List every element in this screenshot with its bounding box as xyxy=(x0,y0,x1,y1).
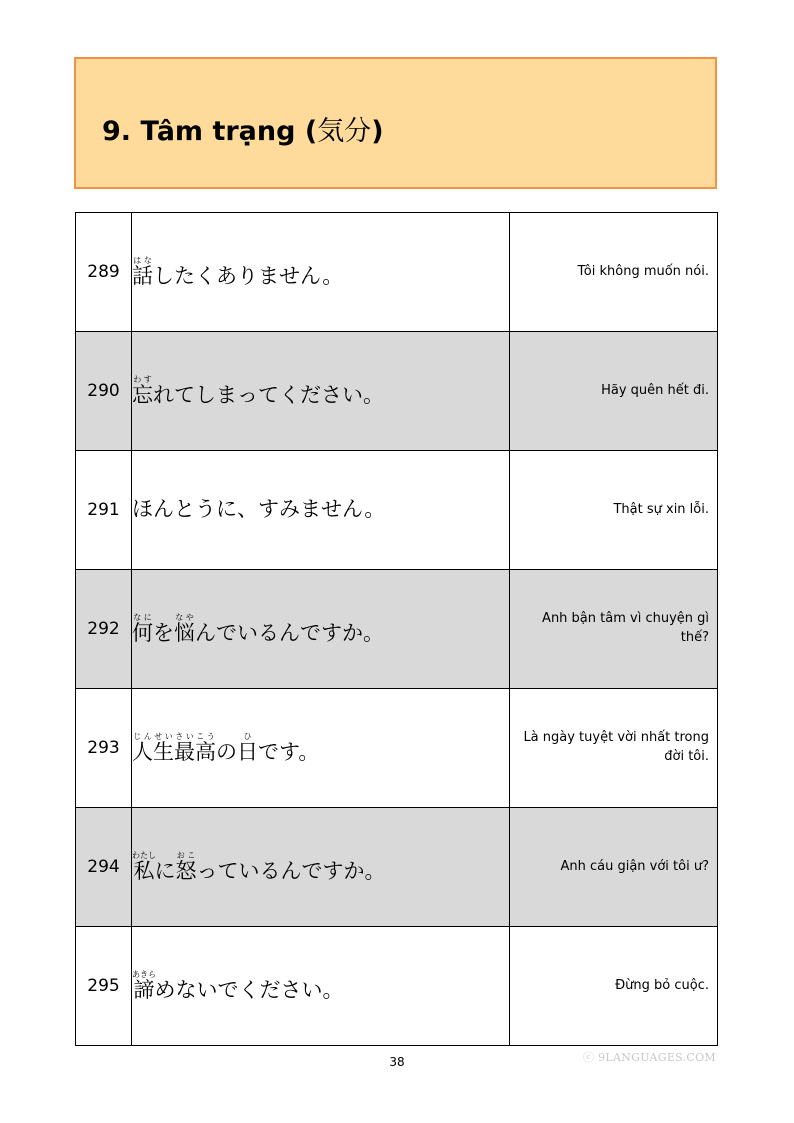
kanji: 怒 xyxy=(175,858,197,883)
kanji: 何 xyxy=(132,620,153,645)
vietnamese-translation: Hãy quên hết đi. xyxy=(510,332,718,451)
japanese-phrase xyxy=(132,570,510,689)
kanji-with-furigana xyxy=(132,731,174,764)
phrase-number: 293 xyxy=(76,689,132,808)
kanji-with-furigana xyxy=(174,731,216,764)
kana-text: を xyxy=(153,620,174,645)
section-header xyxy=(74,57,717,189)
kanji: 日 xyxy=(237,739,258,764)
section-title-suffix: ) xyxy=(371,116,384,147)
vietnamese-translation: Thật sự xin lỗi. xyxy=(510,451,718,570)
phrase-number: 291 xyxy=(76,451,132,570)
kana-text: の xyxy=(216,739,237,764)
furigana: あきら xyxy=(132,969,156,979)
furigana: じんせい xyxy=(132,731,174,741)
table-row xyxy=(76,332,718,451)
table-row xyxy=(76,451,718,570)
furigana: おこ xyxy=(175,850,197,860)
table-row xyxy=(76,570,718,689)
furigana: なに xyxy=(132,612,153,622)
section-title-jp: 気分 xyxy=(317,116,372,147)
phrase-number: 292 xyxy=(76,570,132,689)
section-title-prefix: 9. Tâm trạng ( xyxy=(102,116,318,147)
phrase-table xyxy=(75,212,718,1046)
phrase-number: 289 xyxy=(76,213,132,332)
kana-text: に xyxy=(154,858,176,883)
table-row xyxy=(76,808,718,927)
kana-text: ほんとうに、すみません。 xyxy=(132,497,386,522)
kana-text: んでいるんですか。 xyxy=(195,620,384,645)
kana-text: したくありません。 xyxy=(153,263,344,288)
kanji-with-furigana xyxy=(132,255,153,288)
watermark: ⓒ 9LANGUAGES.COM xyxy=(583,1051,716,1064)
phrase-number: 294 xyxy=(76,808,132,927)
page-number: 38 xyxy=(389,1055,405,1069)
kanji-with-furigana xyxy=(132,374,153,407)
kanji: 私 xyxy=(132,858,156,883)
furigana: わたし xyxy=(132,850,156,860)
kanji: 忘 xyxy=(132,382,153,407)
furigana: さいこう xyxy=(174,731,216,741)
kanji-with-furigana xyxy=(132,850,156,883)
japanese-phrase xyxy=(132,808,510,927)
vietnamese-translation: Là ngày tuyệt vời nhất trong đời tôi. xyxy=(510,689,718,808)
section-title xyxy=(102,109,384,148)
furigana: はな xyxy=(132,255,153,265)
table-row xyxy=(76,213,718,332)
kanji: 悩 xyxy=(174,620,195,645)
kanji: 話 xyxy=(132,263,153,288)
kanji-with-furigana xyxy=(175,850,197,883)
kanji-with-furigana xyxy=(132,612,153,645)
japanese-phrase xyxy=(132,332,510,451)
phrase-number: 290 xyxy=(76,332,132,451)
kanji-with-furigana xyxy=(174,612,195,645)
japanese-phrase xyxy=(132,689,510,808)
kanji-with-furigana xyxy=(237,731,258,764)
kanji-with-furigana xyxy=(132,969,156,1002)
kanji: 最高 xyxy=(174,739,216,764)
japanese-phrase xyxy=(132,927,510,1046)
kanji: 人生 xyxy=(132,739,174,764)
kana-text: れてしまってください。 xyxy=(153,382,384,407)
furigana: ひ xyxy=(237,731,258,741)
japanese-phrase xyxy=(132,213,510,332)
kanji: 諦 xyxy=(132,977,156,1002)
table-row xyxy=(76,689,718,808)
kana-text: めないでください。 xyxy=(154,977,344,1002)
japanese-phrase xyxy=(132,451,510,570)
phrase-number: 295 xyxy=(76,927,132,1046)
table-row xyxy=(76,927,718,1046)
vietnamese-translation: Tôi không muốn nói. xyxy=(510,213,718,332)
kana-text: っているんですか。 xyxy=(196,858,386,883)
furigana: わす xyxy=(132,374,153,384)
vietnamese-translation: Anh cáu giận với tôi ư? xyxy=(510,808,718,927)
kana-text: です。 xyxy=(258,739,320,764)
furigana: なや xyxy=(174,612,195,622)
vietnamese-translation: Đừng bỏ cuộc. xyxy=(510,927,718,1046)
vietnamese-translation: Anh bận tâm vì chuyện gì thế? xyxy=(510,570,718,689)
